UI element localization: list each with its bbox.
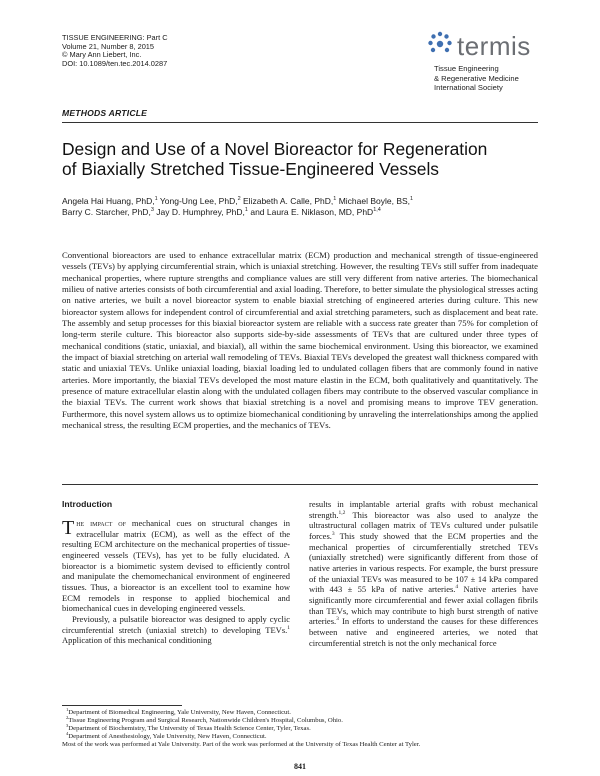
author-line-1 xyxy=(62,196,542,207)
footnote-number: 4 xyxy=(66,731,69,737)
termis-logo-mark-icon xyxy=(425,30,455,60)
drop-cap: T xyxy=(62,517,75,539)
citation-ref: 3 xyxy=(331,531,335,538)
author-affiliation: 1 xyxy=(333,196,337,203)
termis-society-name xyxy=(434,64,519,93)
abstract: Conventional bioreactors are used to enhance extracellular matrix (ECM) production and mechanical strength of tissue-engineered vessels (TEVs) by applying circumferential strain, which is uniaxial stretching. However, the resulting TEVs still suffer from inadequate mechanical properties, where rupture strengths and compliance values are still very different from native arteries. The biomechanical milieu of native arteries consists of both circumferential and axial loading. Therefore, to better simulate the physiological stresses acting on native arteries, we built a novel bioreactor system to enable biaxial stretching of engineered arteries during culture. This new bioreactor system allows for independent control of circumferential and axial stretching parameters, such as displacement and beat rate. The assembly and setup processes for this biaxial bioreactor system are reliable with a success rate greater than 75% for completion of long-term sterile culture. This bioreactor also supports side-by-side assessments of TEVs that are cultured under three types of mechanical conditions (static, uniaxial, and biaxial), all within the same biochemical environment. Using this bioreactor, we examined the impact of biaxial stretching on arterial wall remodeling of TEVs. Biaxial TEVs developed the greatest wall thickness compared with static and uniaxial TEVs. Unlike uniaxial loading, biaxial loading led to undulated collagen fibers that are commonly found in native arteries. More importantly, the biaxial TEVs developed the most mature elastin in the ECM, both qualitatively and quantitatively. The presence of mature extracellular elastin along with the undulated collagen fibers may contribute to the observed vascular compliance in the biaxial TEVs. The current work shows that biaxial stretching is a novel and promising means to improve TEV generation. Furthermore, this novel system allows us to optimize biomechanical conditioning by unraveling the interrelationships among the applied mechanical stress, the resulting ECM properties, and the mechanics of TEVs. xyxy=(62,250,538,431)
right-text: This study showed that the ECM properties and the mechanical properties of circumferentially stretched TEVs (uniaxially stretched) were significantly different from those of native arteries in various respects. For example, the burst pressure of the uniaxial TEVs was measured to be 107 ± 14 kPa compared with 443 ± 55 kPa of native arteries. xyxy=(309,530,538,595)
lead-in-small-caps: he impact of xyxy=(76,518,126,528)
intro-paragraph-2-text: Previously, a pulsatile bioreactor was designed to apply cyclic circumferential stretch (uniaxial stretch) to developing TEVs. xyxy=(62,613,290,635)
journal-name: TISSUE ENGINEERING: Part C xyxy=(62,33,168,42)
journal-copyright: © Mary Ann Liebert, Inc. xyxy=(62,50,142,60)
journal-volume: Volume 21, Number 8, 2015 xyxy=(62,41,155,51)
footnote-number: 3 xyxy=(66,722,69,728)
article-title xyxy=(62,139,542,179)
author-name: Elizabeth A. Calle, PhD, xyxy=(243,196,334,206)
citation-ref: 1,2 xyxy=(338,509,346,516)
author-affiliation: 3 xyxy=(150,206,154,213)
author-affiliation: 1,4 xyxy=(373,206,381,213)
intro-paragraph-1-text: mechanical cues on structural changes in extracellular matrix (ECM), as well as the effect of the resulting ECM architecture on the mechanical properties of tissue-engineered vessels (TEVs), has yet to be fully elucidated. A bioreactor is a biomimetic system devised to efficiently control and manipulate the chemomechanical environment of engineered tissues. Thus, a bioreactor is an excellent tool to examine how ECM remodels in response to applied biochemical and biomechanical cues in developing engineered vessels. xyxy=(62,518,290,614)
author-affiliation: 1 xyxy=(244,206,248,213)
article-type: METHODS ARTICLE xyxy=(62,108,148,118)
citation-ref: 3 xyxy=(336,616,339,623)
author-name: Barry C. Starcher, PhD, xyxy=(62,206,151,217)
intro-paragraph-2 xyxy=(62,614,290,646)
citation-ref: 4 xyxy=(455,584,459,591)
footnote-affiliation xyxy=(62,706,542,717)
footnote-text: Department of Biomedical Engineering, Yale University, New Haven, Connecticut. xyxy=(68,709,291,716)
author-list xyxy=(62,196,542,217)
footnote-text: Tissue Engineering Program and Surgical Research, Nationwide Children's Hospital, Columbus, Ohio. xyxy=(68,717,343,725)
right-text: results in implantable arterial grafts with robust mechanical strength. xyxy=(309,499,538,520)
right-text: This bioreactor was also used to analyze the ultrastructural collagen matrix of TEVs cultured under pulsatile forces. xyxy=(309,509,538,541)
header-rule xyxy=(62,122,538,123)
abstract-rule xyxy=(62,484,538,485)
author-affiliation: 1 xyxy=(410,196,414,203)
page-number: 841 xyxy=(294,762,306,771)
footnote-work-location: Most of the work was performed at Yale University. Part of the work was performed at the University of Texas Health Center at Tyler. xyxy=(62,741,421,749)
footnote-text: Department of Biochemistry, The University of Texas Health Science Center, Tyler, Texas. xyxy=(68,725,311,733)
footnote-affiliation xyxy=(62,714,542,725)
author-name: Jay D. Humphrey, PhD, xyxy=(156,206,245,217)
intro-paragraph-2-text-cont: Application of this mechanical conditioning xyxy=(62,635,212,646)
footnote-number: 1 xyxy=(66,706,69,712)
intro-paragraph-1 xyxy=(62,518,290,614)
termis-logo-word: termis xyxy=(457,31,531,61)
body-column-left xyxy=(62,518,290,646)
author-name: Yong-Ung Lee, PhD, xyxy=(159,196,238,206)
footnotes xyxy=(62,706,542,749)
society-line-2: & Regenerative Medicine xyxy=(434,73,519,83)
footnote-text: Department of Anesthesiology, Yale University, New Haven, Connecticut. xyxy=(68,733,267,741)
section-heading-introduction: Introduction xyxy=(62,499,113,509)
termis-logo xyxy=(425,30,555,100)
body-column-right xyxy=(309,499,538,648)
citation-ref: 1 xyxy=(287,624,290,631)
title-line-2: of Biaxially Stretched Tissue-Engineered Vessels xyxy=(62,159,439,179)
society-line-3: International Society xyxy=(434,83,503,93)
author-name: and Laura E. Niklason, MD, PhD xyxy=(250,206,374,217)
author-affiliation: 1 xyxy=(154,196,158,203)
right-text: Native arteries have significantly more circumferential and fewer axial collagen fibrils than TEVs, which may contribute to high burst strength of native arteries. xyxy=(309,584,538,627)
title-line-1: Design and Use of a Novel Bioreactor for Regeneration xyxy=(62,139,488,159)
author-name: Angela Hai Huang, PhD, xyxy=(62,196,155,206)
footnote-affiliation xyxy=(62,733,542,741)
footnote-number: 2 xyxy=(66,714,69,720)
journal-doi: DOI: 10.1089/ten.tec.2014.0287 xyxy=(62,58,168,68)
author-affiliation: 2 xyxy=(237,196,241,203)
footnote-rule xyxy=(62,705,182,706)
author-line-2 xyxy=(62,207,542,218)
journal-info xyxy=(62,34,168,68)
right-text: In efforts to understand the causes for these differences between native and engineered arteries, we noted that circumferential stretch is not the only mechanical force xyxy=(309,616,538,648)
society-line-1: Tissue Engineering xyxy=(434,64,499,73)
author-name: Michael Boyle, BS, xyxy=(338,196,411,206)
intro-paragraph-2-continued xyxy=(309,499,538,648)
